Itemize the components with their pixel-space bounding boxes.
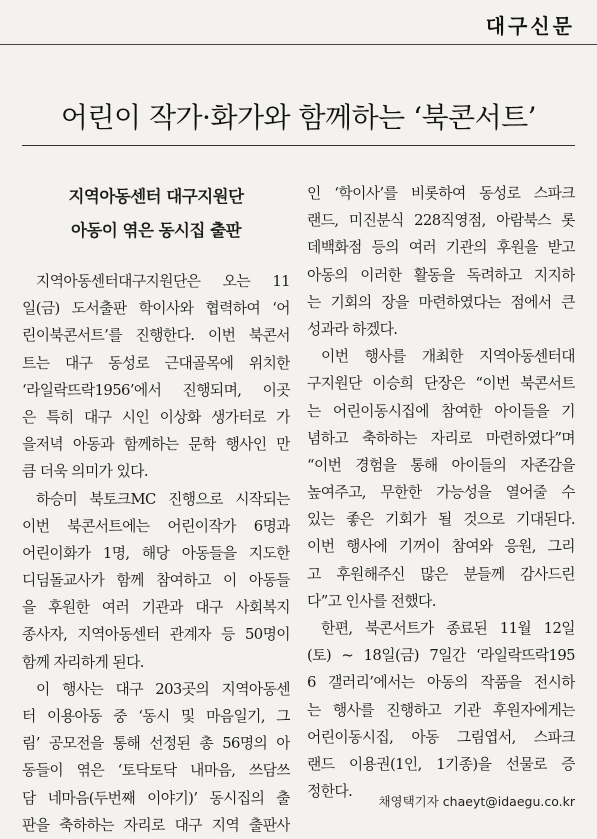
- body-text-line: 는 기회의 장을 마련하였다는 점에서 큰: [307, 293, 575, 311]
- body-text-line: 정한다.: [307, 783, 353, 801]
- body-text-line: 고 후원해주신 많은 분들께 감사드린: [307, 565, 575, 583]
- body-text-line: ‘라일락뜨락1956’에서 진행되며, 이곳: [22, 381, 290, 399]
- body-text-line: 성과라 하겠다.: [307, 320, 398, 338]
- body-text-line: 디딤돌교사가 함께 참여하고 이 아동들: [22, 572, 290, 590]
- body-text-line: (토) ~ 18일(금) 7일간 ‘라일락뜨락195: [307, 647, 575, 665]
- article-column-right: [307, 180, 575, 805]
- body-text-line: 림’ 공모전을 통해 선정된 총 56명의 아: [22, 735, 290, 753]
- body-text-line: 담 네마음(두번째 이야기)’ 동시집의 출: [22, 789, 290, 807]
- body-text-line: “이번 경험을 통해 아이들의 자존감을: [307, 456, 575, 474]
- body-text-line: 지역아동센터대구지원단은 오는 11: [36, 273, 290, 290]
- body-text-line: 는 행사를 진행하고 기관 후원자에게는: [307, 701, 575, 719]
- body-text-line: 이 행사는 대구 203곳의 지역아동센: [36, 680, 290, 698]
- body-text-line: 동들이 엮은 ‘토닥토닥 내마음, 쓰담쓰: [22, 762, 290, 780]
- body-text-line: 을저녁 아동과 함께하는 문학 행사인 만: [22, 436, 290, 454]
- body-text-line: 아동의 이러한 활동을 독려하고 지지하: [307, 266, 575, 284]
- body-text-line: 6 갤러리’에서는 아동의 작품을 전시하: [307, 674, 575, 692]
- subheading-2: 아동이 엮은 동시집 출판: [70, 221, 242, 240]
- body-text-line: 이번 북콘서트에는 어린이작가 6명과: [22, 517, 290, 535]
- body-text-line: 판을 축하하는 자리로 대구 지역 출판사: [22, 816, 290, 834]
- body-text-line: 이번 행사에 기꺼이 참여와 응원, 그리: [307, 538, 575, 556]
- body-text-line: 을 후원한 여러 기관과 대구 사회복지: [22, 599, 290, 617]
- body-text-line: 린이북콘서트’를 진행한다. 이번 북콘서: [22, 327, 290, 345]
- subheading-block: [22, 180, 290, 268]
- article-headline: 어린이 작가·화가와 함께하는 ‘북콘서트’: [60, 101, 537, 134]
- body-text-line: 데백화점 등의 여러 기관의 후원을 받고: [307, 239, 575, 257]
- article-column-left: [22, 180, 290, 839]
- headline-divider: [22, 145, 575, 146]
- body-text-line: 은 특히 대구 시인 이상화 생가터로 가: [22, 408, 290, 426]
- body-text-line: 념하고 축하하는 자리로 마련하였다”며: [307, 429, 575, 447]
- body-text-line: 트는 대구 동성로 근대골목에 위치한: [22, 354, 290, 372]
- body-text-line: 종사자, 지역아동센터 관계자 등 50명이: [22, 626, 290, 644]
- body-text-line: 터 이용아동 중 ‘동시 및 마음일기, 그: [22, 708, 290, 725]
- body-text-line: 함께 자리하게 된다.: [22, 653, 144, 671]
- body-text-line: 일(금) 도서출판 학이사와 협력하여 ‘어: [22, 300, 290, 318]
- body-text-line: 구지원단 이승희 단장은 “이번 북콘서트: [307, 375, 575, 393]
- body-text-line: 는 어린이동시집에 참여한 아이들을 기: [307, 402, 575, 420]
- byline: 채영택기자 chaeyt@idaegu.co.kr: [378, 794, 575, 809]
- masthead: [0, 0, 597, 45]
- body-text-line: 높여주고, 무한한 가능성을 열어줄 수: [307, 484, 575, 502]
- body-text-line: 하승미 북토크MC 진행으로 시작되는: [36, 490, 290, 508]
- body-text-line: 한편, 북콘서트가 종료된 11월 12일: [321, 620, 575, 637]
- body-text-line: 인 ‘학이사’를 비롯하여 동성로 스파크: [307, 185, 575, 202]
- body-text-line: 있는 좋은 기회가 될 것으로 기대된다.: [307, 511, 575, 529]
- body-text-line: 어린이동시집, 아동 그림엽서, 스파크: [307, 728, 575, 746]
- body-text-line: 랜드, 미진분식 228직영점, 아람북스 롯: [307, 212, 575, 230]
- body-text-line: 큼 더욱 의미가 있다.: [22, 463, 148, 481]
- subheading-1: 지역아동센터 대구지원단: [68, 187, 244, 206]
- newspaper-name: 대구신문: [485, 14, 575, 38]
- body-text-line: 랜드 이용권(1인, 1기종)을 선물로 증: [307, 755, 575, 773]
- body-text-line: 다”고 인사를 전했다.: [307, 592, 436, 610]
- body-text-line: 이번 행사를 개최한 지역아동센터대: [321, 348, 575, 366]
- body-text-line: 어린이화가 1명, 해당 아동들을 지도한: [22, 544, 290, 562]
